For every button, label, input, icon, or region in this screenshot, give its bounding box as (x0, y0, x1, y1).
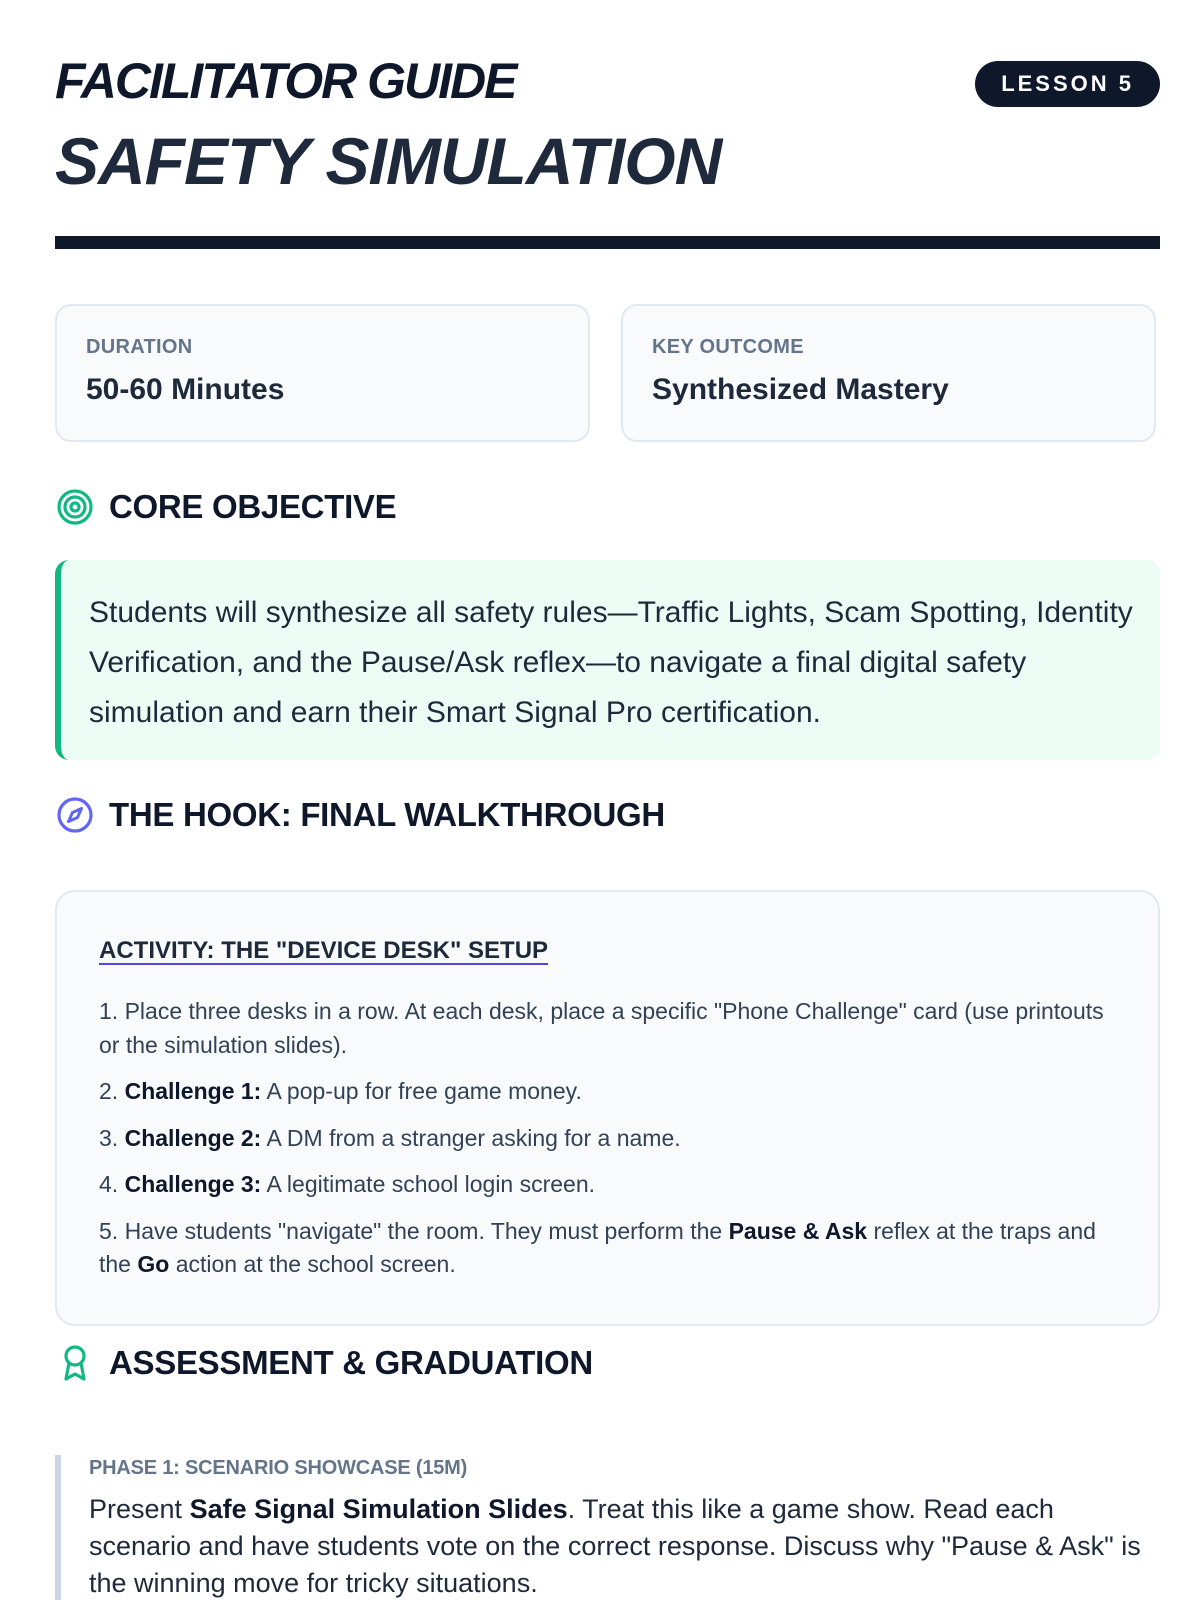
assessment-title: ASSESSMENT & GRADUATION (109, 1344, 593, 1381)
step-label: Challenge 1: (124, 1078, 262, 1104)
duration-label: DURATION (86, 336, 193, 358)
step-number: 1. (99, 998, 119, 1024)
core-objective-box: Students will synthesize all safety rules—Traffic Lights, Scam Spotting, Identity Verification, and the Pause/Ask reflex—to navigate a final digital safety simulation and earn their Smart Signal Pro certification. (55, 560, 1160, 760)
phase-1-label: PHASE 1: SCENARIO SHOWCASE (15M) (89, 1457, 468, 1479)
activity-card (55, 890, 1160, 1326)
core-objective-header (55, 487, 396, 527)
key-outcome-value: Synthesized Mastery (652, 373, 949, 406)
step-label: Challenge 2: (124, 1124, 262, 1151)
guide-title: FACILITATOR GUIDE (55, 53, 516, 109)
step-text: A legitimate school login screen. (261, 1171, 596, 1197)
step-text: reflex at the traps and the (99, 1217, 1096, 1277)
hook-title: THE HOOK: FINAL WALKTHROUGH (109, 796, 665, 833)
step-text: Have students "navigate" the room. They must perform the (124, 1217, 729, 1244)
step-item (99, 1075, 1109, 1109)
duration-card (55, 304, 590, 442)
facilitator-guide-page (55, 0, 1160, 1600)
key-outcome-card (621, 304, 1156, 442)
step-text: Place three desks in a row. At each desk, place a specific "Phone Challenge" card (use printouts or the simulation slides). (99, 998, 1104, 1058)
phase-1-block (55, 1455, 1160, 1600)
step-emphasis: Go (137, 1251, 170, 1277)
key-outcome-label: KEY OUTCOME (652, 336, 804, 358)
compass-icon (55, 795, 95, 835)
step-item (99, 1122, 1109, 1156)
phase-text-part: . Treat this like a game show. Read each scenario and have students vote on the correct response. Discuss why "Pause & Ask" is the winning move for tricky situations. (89, 1494, 1141, 1598)
step-number: 3. (99, 1124, 119, 1151)
phase-emphasis: Safe Signal Simulation Slides (189, 1494, 568, 1524)
target-icon (55, 487, 95, 527)
step-item (99, 995, 1109, 1062)
lesson-badge: LESSON 5 (975, 61, 1160, 107)
hook-header (55, 795, 665, 835)
activity-steps (99, 995, 1109, 1295)
step-number: 5. (99, 1217, 119, 1244)
step-text: action at the school screen. (169, 1251, 456, 1277)
step-number: 2. (99, 1078, 119, 1104)
activity-title: ACTIVITY: THE "DEVICE DESK" SETUP (99, 937, 549, 964)
phase-1-text (89, 1491, 1149, 1602)
step-label: Challenge 3: (124, 1171, 262, 1197)
phase-text-part: Present (89, 1494, 190, 1524)
step-emphasis: Pause & Ask (728, 1217, 868, 1244)
core-objective-title: CORE OBJECTIVE (109, 488, 397, 525)
step-text: A pop-up for free game money. (261, 1078, 582, 1104)
assessment-header (55, 1343, 593, 1383)
duration-value: 50-60 Minutes (86, 373, 285, 406)
step-item (99, 1215, 1109, 1282)
step-item (99, 1168, 1109, 1202)
lesson-title: SAFETY SIMULATION (55, 124, 722, 198)
step-text: A DM from a stranger asking for a name. (261, 1124, 681, 1151)
award-ribbon-icon (55, 1343, 95, 1383)
step-number: 4. (99, 1171, 119, 1197)
header-divider (55, 236, 1160, 249)
